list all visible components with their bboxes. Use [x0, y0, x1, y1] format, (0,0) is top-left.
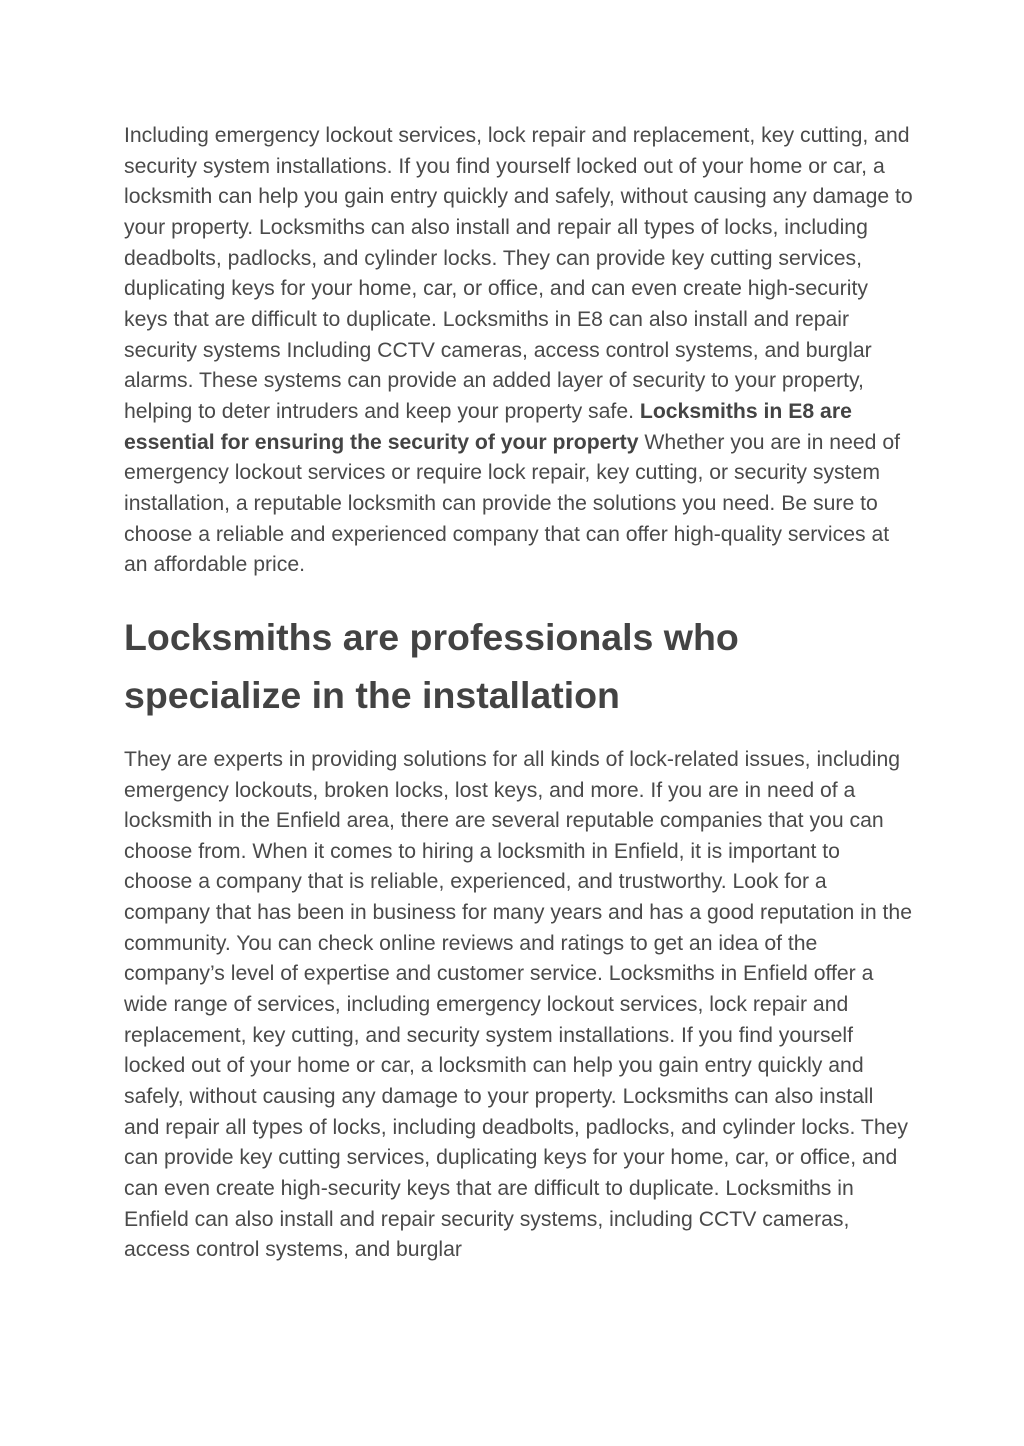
- section-paragraph: They are experts in providing solutions for all kinds of lock-related issues, including emergency lockouts, broken locks, lost keys, and more. If you are in need of a locksmith in the Enfield area, there are several reputable companies that you can choose from. When it comes to hiring a locksmith in Enfield, it is important to choose a company that is reliable, experienced, and trustworthy. Look for a company that has been in business for many years and has a good reputation in the community. You can check online reviews and ratings to get an idea of the company’s level of expertise and customer service. Locksmiths in Enfield offer a wide range of services, including emergency lockout services, lock repair and replacement, key cutting, and security system installations. If you find yourself locked out of your home or car, a locksmith can help you gain entry quickly and safely, without causing any damage to your property. Locksmiths can also install and repair all types of locks, including deadbolts, padlocks, and cylinder locks. They can provide key cutting services, duplicating keys for your home, car, or office, and can even create high-security keys that are difficult to duplicate. Locksmiths in Enfield can also install and repair security systems, including CCTV cameras, access control systems, and burglar: [124, 747, 912, 1262]
- intro-paragraph-bold-text: Locksmiths in E8 are essential for ensuring the security of your property: [124, 399, 852, 454]
- section-heading: Locksmiths are professionals who specialize in the installation: [124, 615, 739, 716]
- intro-paragraph: [124, 121, 914, 581]
- intro-paragraph-text-continued: Whether you are in need of emergency lockout services or require lock repair, key cutting, or security system installation, a reputable locksmith can provide the solutions you need. Be sure to choose a reliable and experienced company that can offer high-quality services at an affordable price.: [124, 430, 900, 577]
- intro-paragraph-text: Including emergency lockout services, lock repair and replacement, key cutting, and security system installations. If you find yourself locked out of your home or car, a locksmith can help you gain entry quickly and safely, without causing any damage to your property. Locksmiths can also install and repair all types of locks, including deadbolts, padlocks, and cylinder locks. They can provide key cutting services, duplicating keys for your home, car, or office, and can even create high-security keys that are difficult to duplicate. Locksmiths in E8 can also install and repair security systems Including CCTV cameras, access control systems, and burglar alarms. These systems can provide an added layer of security to your property, helping to deter intruders and keep your property safe.: [124, 124, 913, 423]
- document-body: [124, 121, 914, 1266]
